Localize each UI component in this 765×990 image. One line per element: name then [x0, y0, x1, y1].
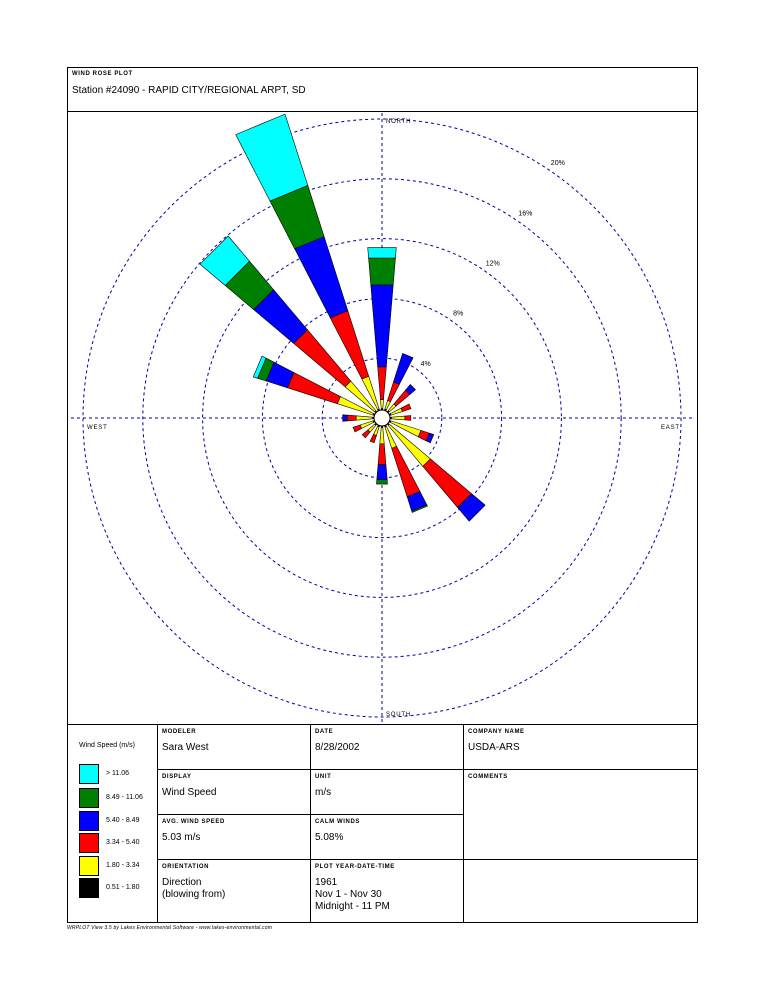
comments-cell	[463, 769, 698, 859]
legend-swatch	[79, 878, 99, 898]
display-cell	[157, 769, 310, 814]
legend-label: 1.80 - 3.34	[106, 862, 140, 869]
calm-winds-label: CALM WINDS	[315, 819, 360, 825]
orientation-cell	[157, 859, 310, 922]
legend	[67, 725, 157, 922]
display-label: DISPLAY	[162, 774, 192, 780]
company-cell	[463, 725, 698, 770]
wind-rose-chart	[67, 112, 698, 724]
unit-label: UNIT	[315, 774, 332, 780]
petal-W-bin-3	[343, 415, 348, 422]
legend-label: > 11.06	[106, 770, 130, 777]
legend-label: 3.34 - 5.40	[106, 839, 140, 846]
avg-speed-label: AVG. WIND SPEED	[162, 819, 225, 825]
petal-S-bin-4	[377, 480, 388, 485]
plot-time-cell	[310, 859, 463, 922]
petal-NNW-bin-3	[295, 237, 348, 318]
petal-WSW-bin-2	[353, 425, 362, 432]
comments-label: COMMENTS	[468, 774, 508, 780]
legend-swatch	[79, 856, 99, 876]
east-label: EAST	[661, 425, 680, 431]
petal-N-bin-2	[378, 367, 387, 400]
ring-label: 12%	[485, 260, 500, 268]
petal-NNE-bin-3	[394, 353, 414, 384]
petal-S-bin-1	[380, 428, 384, 444]
petal-WNW-bin-2	[288, 373, 341, 404]
legend-label: 5.40 - 8.49	[106, 817, 140, 824]
legend-label: 8.49 - 11.06	[106, 794, 143, 801]
legend-swatch	[79, 764, 99, 784]
date-value: 8/28/2002	[315, 742, 360, 753]
company-value: USDA-ARS	[468, 742, 520, 753]
software-credit: WRPLOT View 3.5 by Lakes Environmental Software - www.lakes-environmental.com	[67, 925, 273, 931]
petal-N-bin-5	[368, 248, 397, 259]
avg-speed-value: 5.03 m/s	[162, 832, 201, 843]
petal-NE-bin-2	[394, 390, 410, 406]
petal-N-bin-1	[381, 400, 384, 409]
legend-title: Wind Speed (m/s)	[79, 742, 136, 749]
legend-swatch	[79, 833, 99, 853]
petal-W-bin-1	[356, 416, 372, 420]
petal-E-bin-2	[405, 416, 411, 421]
petal-NNW-bin-5	[236, 114, 308, 201]
calm-winds-cell	[310, 814, 463, 859]
petal-NNE-bin-1	[385, 400, 391, 409]
petal-SW-bin-2	[362, 430, 370, 438]
date-cell	[310, 725, 463, 770]
ring-label: 8%	[453, 310, 464, 318]
petal-NNE-bin-2	[388, 382, 400, 402]
modeler-value: Sara West	[162, 742, 209, 753]
ring-label: 4%	[420, 360, 431, 368]
date-label: DATE	[315, 729, 334, 735]
petal-W-bin-2	[347, 415, 356, 421]
avg-speed-cell	[157, 814, 310, 859]
petal-SSW-bin-1	[374, 426, 380, 435]
petal-E-bin-1	[392, 416, 405, 420]
unit-cell	[310, 769, 463, 814]
petal-N-bin-4	[369, 258, 396, 285]
ring-label: 20%	[550, 160, 565, 168]
north-label: NORTH	[386, 119, 412, 125]
calm-circle	[374, 410, 390, 426]
blank-cell	[463, 859, 698, 922]
plot-year: 1961	[315, 877, 338, 888]
ring-label: 16%	[518, 210, 533, 218]
orientation-line1: Direction	[162, 877, 202, 888]
modeler-cell	[157, 725, 310, 770]
calm-winds-value: 5.08%	[315, 832, 344, 843]
plot-label: WIND ROSE PLOT	[72, 71, 133, 77]
company-label: COMPANY NAME	[468, 729, 525, 735]
plot-dates: Nov 1 - Nov 30	[315, 889, 382, 900]
petal-ENE-bin-2	[401, 404, 411, 412]
petal-S-bin-3	[377, 465, 387, 480]
display-value: Wind Speed	[162, 787, 217, 798]
legend-swatch	[79, 811, 99, 831]
legend-label: 0.51 - 1.80	[106, 884, 140, 891]
unit-value: m/s	[315, 787, 332, 798]
plot-time-value	[315, 877, 390, 913]
orientation-value	[162, 877, 225, 901]
west-label: WEST	[87, 425, 108, 431]
orientation-label: ORIENTATION	[162, 864, 210, 870]
petal-SSW-bin-2	[370, 434, 376, 442]
orientation-line2: (blowing from)	[162, 889, 226, 900]
plot-hours: Midnight - 11 PM	[315, 901, 390, 912]
legend-swatch	[79, 788, 99, 808]
petal-SE-bin-2	[423, 459, 472, 508]
petal-N-bin-3	[371, 285, 393, 367]
petal-S-bin-2	[378, 444, 386, 465]
south-label: SOUTH	[386, 712, 411, 718]
plot-time-label: PLOT YEAR-DATE-TIME	[315, 864, 395, 870]
station-title: Station #24090 - RAPID CITY/REGIONAL ARPT, SD	[72, 85, 306, 96]
modeler-label: MODELER	[162, 729, 197, 735]
